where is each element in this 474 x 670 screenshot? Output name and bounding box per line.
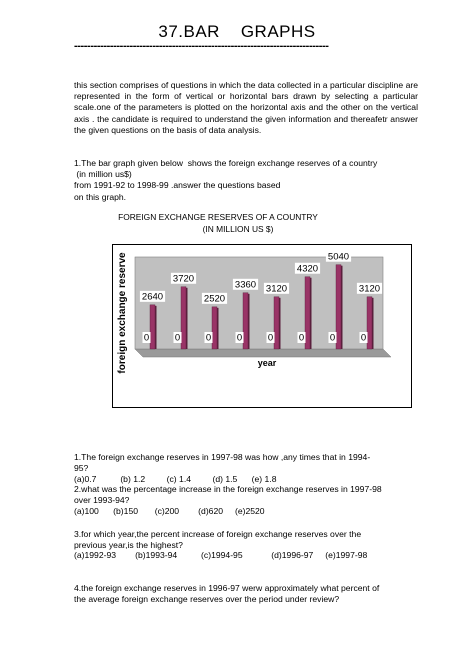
bar xyxy=(367,297,372,349)
question-intro-line: 1.The bar graph given below shows the foreign exchange reserves of a country xyxy=(74,158,378,168)
question-intro-line: on this graph. xyxy=(74,191,127,202)
data-label: 4320 xyxy=(296,263,319,275)
zero-label: 0 xyxy=(205,332,212,344)
bar xyxy=(212,307,217,349)
q3-options: (a)1992-93 (b)1993-94 (c)1994-95 (d)1996-97 (e)1997-98 xyxy=(74,550,368,561)
q3-line: previous year,is the highest? xyxy=(74,539,183,550)
bar-chart-svg xyxy=(113,245,411,407)
bar-side xyxy=(248,294,250,349)
bar xyxy=(181,287,186,349)
q3-line: 3.for which year,the percent increase of foreign exchange reserves over the xyxy=(74,528,362,539)
questions-section xyxy=(74,452,418,605)
bar xyxy=(305,277,310,349)
chart-title xyxy=(74,212,362,235)
chart-title-line2: (IN MILLION US $) xyxy=(202,223,274,234)
q2-line: 2.what was the percentage increase in the foreign exchange reserves in 1997-98 xyxy=(74,484,382,495)
page-title: 37.BAR GRAPHS xyxy=(158,22,316,41)
data-label: 3360 xyxy=(234,279,257,291)
title-underline: ------------------------------------------------------------------------------ xyxy=(74,40,329,52)
question-intro-line: from 1991-92 to 1998-99 .answer the questions based xyxy=(74,180,281,191)
bar-chart xyxy=(112,244,412,408)
zero-label: 0 xyxy=(360,332,367,344)
q2-options: (a)100 (b)150 (c)200 (d)620 (e)2520 xyxy=(74,505,265,516)
zero-label: 0 xyxy=(236,332,243,344)
q4-line: 4.the foreign exchange reserves in 1996-97 werw approximately what percent of xyxy=(74,583,380,594)
zero-label: 0 xyxy=(329,332,336,344)
spacer xyxy=(74,561,418,583)
data-label: 3120 xyxy=(358,283,381,295)
zero-label: 0 xyxy=(267,332,274,344)
q1-options: (a)0.7 (b) 1.2 (c) 1.4 (d) 1.5 (e) 1.8 xyxy=(74,473,277,484)
question-intro xyxy=(74,158,418,203)
plot-area xyxy=(135,257,383,349)
data-label: 2520 xyxy=(203,293,226,305)
zero-label: 0 xyxy=(298,332,305,344)
y-axis-label: foreign exchange reserve xyxy=(117,252,128,374)
bar-side xyxy=(217,308,219,349)
data-label: 3720 xyxy=(172,273,195,285)
bar xyxy=(336,265,341,349)
q1-line: 95? xyxy=(74,462,89,473)
bar-side xyxy=(279,298,281,349)
data-label: 3120 xyxy=(265,283,288,295)
intro-paragraph: this section comprises of questions in which the data collected in a particular discipline are represented in the form of vertical or horizontal bars drawn by selecting a particular scale.one of the parameters is plotted on the horizontal axis and the other on the vertical axis . the candidate is required to understand the given information and thereafetr answer the given questions on the basis of data analysis. xyxy=(74,80,418,135)
bar-side xyxy=(341,266,343,349)
bar-side xyxy=(186,288,188,349)
bar xyxy=(150,305,155,349)
q1-line: 1.The foreign exchange reserves in 1997-98 was how ,any times that in 1994- xyxy=(74,452,371,462)
data-label: 5040 xyxy=(327,251,350,263)
x-axis-label: year xyxy=(257,358,277,368)
bar-side xyxy=(310,278,312,349)
bar xyxy=(274,297,279,349)
q4-line: the average foreign exchange reserves over the period under review? xyxy=(74,593,340,604)
bar-side xyxy=(372,298,374,349)
question-intro-line: (in million us$) xyxy=(74,169,132,180)
zero-label: 0 xyxy=(143,332,150,344)
data-label: 2640 xyxy=(141,291,164,303)
q2-line: over 1993-94? xyxy=(74,495,130,506)
plot-floor xyxy=(135,349,391,357)
bar xyxy=(243,293,248,349)
zero-label: 0 xyxy=(174,332,181,344)
spacer xyxy=(74,517,418,529)
bar-side xyxy=(155,306,157,349)
chart-title-line1: FOREIGN EXCHANGE RESERVES OF A COUNTRY xyxy=(118,212,318,222)
